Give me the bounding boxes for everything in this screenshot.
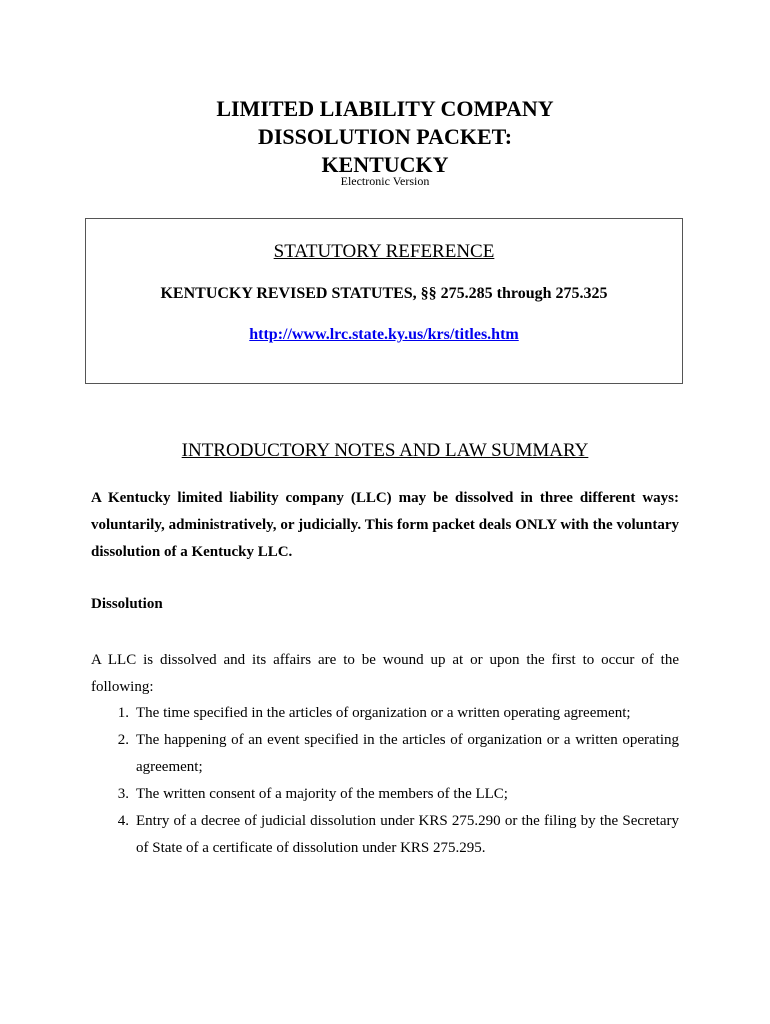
list-item-number: 4. bbox=[117, 813, 129, 829]
list-item-number: 2. bbox=[117, 732, 129, 748]
statutory-reference-heading: STATUTORY REFERENCE bbox=[273, 241, 495, 262]
list-item bbox=[91, 727, 679, 781]
intro-section-heading: INTRODUCTORY NOTES AND LAW SUMMARY bbox=[181, 440, 589, 461]
statutes-citation: KENTUCKY REVISED STATUTES, §§ 275.285 through 275.325 bbox=[160, 285, 608, 302]
document-subtitle: Electronic Version bbox=[340, 174, 430, 188]
dissolution-list bbox=[91, 700, 679, 862]
title-line-1: LIMITED LIABILITY COMPANY bbox=[216, 96, 554, 121]
list-item bbox=[91, 700, 679, 727]
list-item bbox=[91, 808, 679, 862]
statutory-reference-box bbox=[85, 218, 683, 384]
list-item-number: 3. bbox=[117, 786, 129, 802]
dissolution-paragraph: A LLC is dissolved and its affairs are to be wound up at or upon the first to occur of the following: bbox=[91, 652, 679, 695]
list-item-text: Entry of a decree of judicial dissolution under KRS 275.290 or the filing by the Secretary of State of a certificate of dissolution under KRS 275.295. bbox=[136, 813, 679, 856]
list-item-text: The time specified in the articles of organization or a written operating agreement; bbox=[136, 705, 631, 721]
intro-paragraph: A Kentucky limited liability company (LLC) may be dissolved in three different ways: voluntarily, administratively, or judicially. This form packet deals ONLY with the voluntary dissolution of a Kentucky LLC. bbox=[91, 490, 679, 560]
list-item-text: The written consent of a majority of the members of the LLC; bbox=[136, 786, 508, 802]
dissolution-heading: Dissolution bbox=[91, 596, 163, 612]
list-item-number: 1. bbox=[117, 705, 129, 721]
list-item bbox=[91, 781, 679, 808]
document-title bbox=[0, 95, 770, 179]
statutes-link[interactable]: http://www.lrc.state.ky.us/krs/titles.htm bbox=[249, 326, 519, 343]
title-line-2: DISSOLUTION PACKET: bbox=[257, 124, 513, 149]
title-line-3: KENTUCKY bbox=[321, 152, 449, 177]
list-item-text: The happening of an event specified in the articles of organization or a written operating agreement; bbox=[136, 732, 679, 775]
